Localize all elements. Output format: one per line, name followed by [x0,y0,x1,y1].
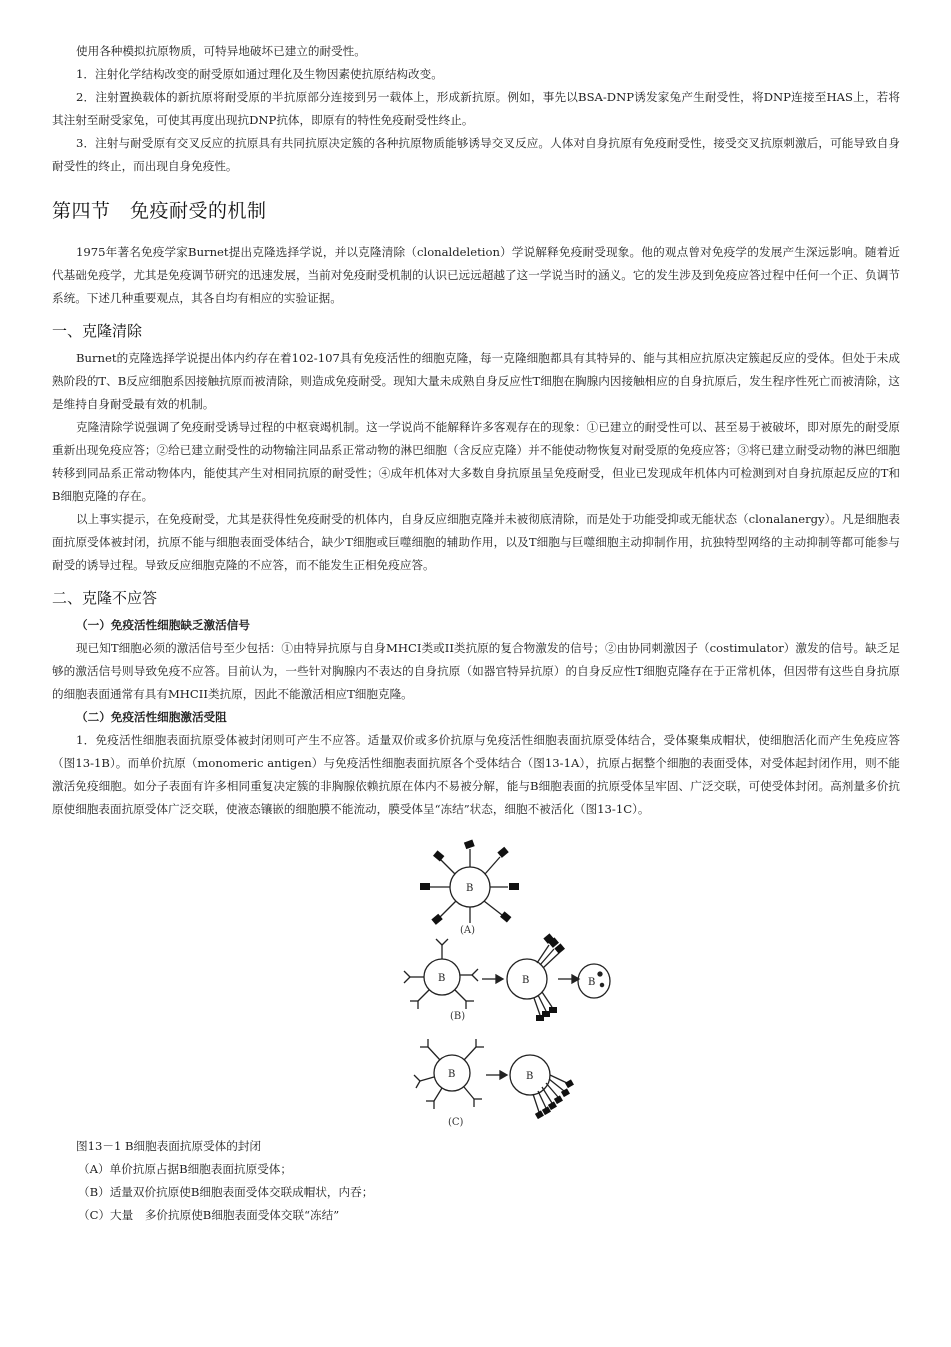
section-title: 第四节 免疫耐受的机制 [52,200,267,222]
part2-subheading-1: （一）免疫活性细胞缺乏激活信号 [76,618,250,632]
part1-title: 一、克隆清除 [52,322,143,340]
part1-paragraph-3: 以上事实提示，在免疫耐受，尤其是获得性免疫耐受的机体内，自身反应细胞克隆并未被彻底清除，而是处于功能受抑或无能状态（clonalanergy）。凡是细胞表面抗原受体被封闭，抗原不能与细胞表面受体结合，缺少T细胞或巨噬细胞的辅助作用，以及T细胞与巨噬细胞主动抑制作用，抗独特型网络的主动抑制等都可能参与耐受的诱导过程。导致反应细胞克隆的不应答，而不能发生正相免疫应答。 [52,512,900,572]
panel-a-label: (A) [460,925,476,936]
figure-caption-item-a: （A）单价抗原占据B细胞表面抗原受体； [78,1162,292,1176]
figure-caption-item-b: （B）适量双价抗原使B细胞表面受体交联成帽状，内吞； [78,1185,374,1199]
part1-paragraph-2: 克隆清除学说强调了免疫耐受诱导过程的中枢衰竭机制。这一学说尚不能解释许多客观存在的现象：①已建立的耐受性可以、甚至易于被破坏，即对原先的耐受原重新出现免疫应答；②给已建立耐受性的动物输注同品系正常动物的淋巴细胞（含反应克隆）并不能使动物恢复对耐受原的免疫应答；③将已建立耐受动物的淋巴细胞转移到同品系正常动物体内，能使其产生对相同抗原的耐受性；④成年机体对大多数自身抗原虽呈免疫耐受，但业已发现成年机体内可检测到对自身抗原起反应的T和B细胞克隆的存在。 [52,420,900,503]
panel-b-cell-1-label: B [438,973,446,984]
panel-b-cell-2-label: B [522,975,530,986]
receptor-blocking-diagram [362,825,612,1135]
panel-c-label: (C) [448,1117,464,1128]
part2-subheading-2: （二）免疫活性细胞激活受阻 [76,710,227,724]
panel-b-label: (B) [450,1011,466,1022]
part2-title: 二、克隆不应答 [52,589,158,607]
figure-13-1 [362,825,612,1135]
figure-caption-item-c: （C）大量 多价抗原使B细胞表面受体交联“冻结” [78,1208,340,1222]
part2-paragraph-2: 1．免疫活性细胞表面抗原受体被封闭则可产生不应答。适量双价或多价抗原与免疫活性细胞表面抗原受体结合，受体聚集成帽状，使细胞活化而产生免疫应答（图13-1B）。而单价抗原（monomeric antigen）与免疫活性细胞表面抗原各个受体结合（图13-1A），抗原占据整个细胞的表面受体，对受体起封闭作用，则不能激活免疫细胞。如分子表面有许多相同重复决定簇的非胸腺依赖抗原在体内不易被分解，能与B细胞表面的抗原受体呈牢固、广泛交联，可使受体封闭。高剂量多价抗原使细胞表面抗原受体广泛交联，使液态镶嵌的细胞膜不能流动，膜受体呈“冻结”状态，细胞不被活化（图13-1C）。 [52,733,900,816]
panel-a-cell-label: B [466,883,474,894]
panel-c-cell-2-label: B [526,1071,534,1082]
intro-paragraph-4: 3．注射与耐受原有交叉反应的抗原具有共同抗原决定簇的各种抗原物质能够诱导交叉反应。人体对自身抗原有免疫耐受性，接受交叉抗原刺激后，可能导致自身耐受性的终止，而出现自身免疫性。 [52,136,900,173]
document-page [52,40,900,1227]
intro-paragraph-1: 使用各种模拟抗原物质，可特异地破坏已建立的耐受性。 [76,44,366,58]
intro-paragraph-2: 1．注射化学结构改变的耐受原如通过理化及生物因素使抗原结构改变。 [76,67,443,81]
panel-b [404,933,610,1021]
part1-paragraph-1: Burnet的克隆选择学说提出体内约存在着102-107具有免疫活性的细胞克隆，每一克隆细胞都具有其特异的、能与其相应抗原决定簇起反应的受体。但处于未成熟阶段的T、B反应细胞系因接触抗原而被清除，则造成免疫耐受。现知大量未成熟自身反应性T细胞在胸腺内因接触相应的自身抗原后，发生程序性死亡而被清除，这是维持自身耐受最有效的机制。 [52,351,900,411]
part2-paragraph-1: 现已知T细胞必须的激活信号至少包括：①由特异抗原与自身MHCI类或II类抗原的复合物激发的信号；②由协同刺激因子（costimulator）激发的信号。缺乏足够的激活信号则导致免疫不应答。目前认为，一些针对胸腺内不表达的自身抗原（如器官特异抗原）的自身反应性T细胞克隆存在于正常机体，但因带有这些自身抗原的细胞表面通常有具有MHCII类抗原，因此不能激活相应T细胞克隆。 [52,641,900,701]
section-paragraph: 1975年著名免疫学家Burnet提出克隆选择学说，并以克隆清除（clonaldeletion）学说解释免疫耐受现象。他的观点曾对免疫学的发展产生深远影响。随着近代基础免疫学，尤其是免疫调节研究的迅速发展，当前对免疫耐受机制的认识已远远超越了这一学说当时的涵义。它的发生涉及到免疫应答过程中任何一个正、负调节系统。下述几种重要观点，其各自均有相应的实验证据。 [52,245,900,305]
figure-caption: 图13－1 B细胞表面抗原受体的封闭 [76,1139,262,1153]
panel-b-cell-3-label: B [588,977,596,988]
panel-c-cell-1-label: B [448,1069,456,1080]
panel-c [414,1039,574,1119]
intro-paragraph-3: 2．注射置换载体的新抗原将耐受原的半抗原部分连接到另一载体上，形成新抗原。例如，事先以BSA-DNP诱发家兔产生耐受性，将DNP连接至HAS上，若将其注射至耐受家兔，可使其再度出现抗DNP抗体，即原有的特性免疫耐受性终止。 [52,90,900,127]
